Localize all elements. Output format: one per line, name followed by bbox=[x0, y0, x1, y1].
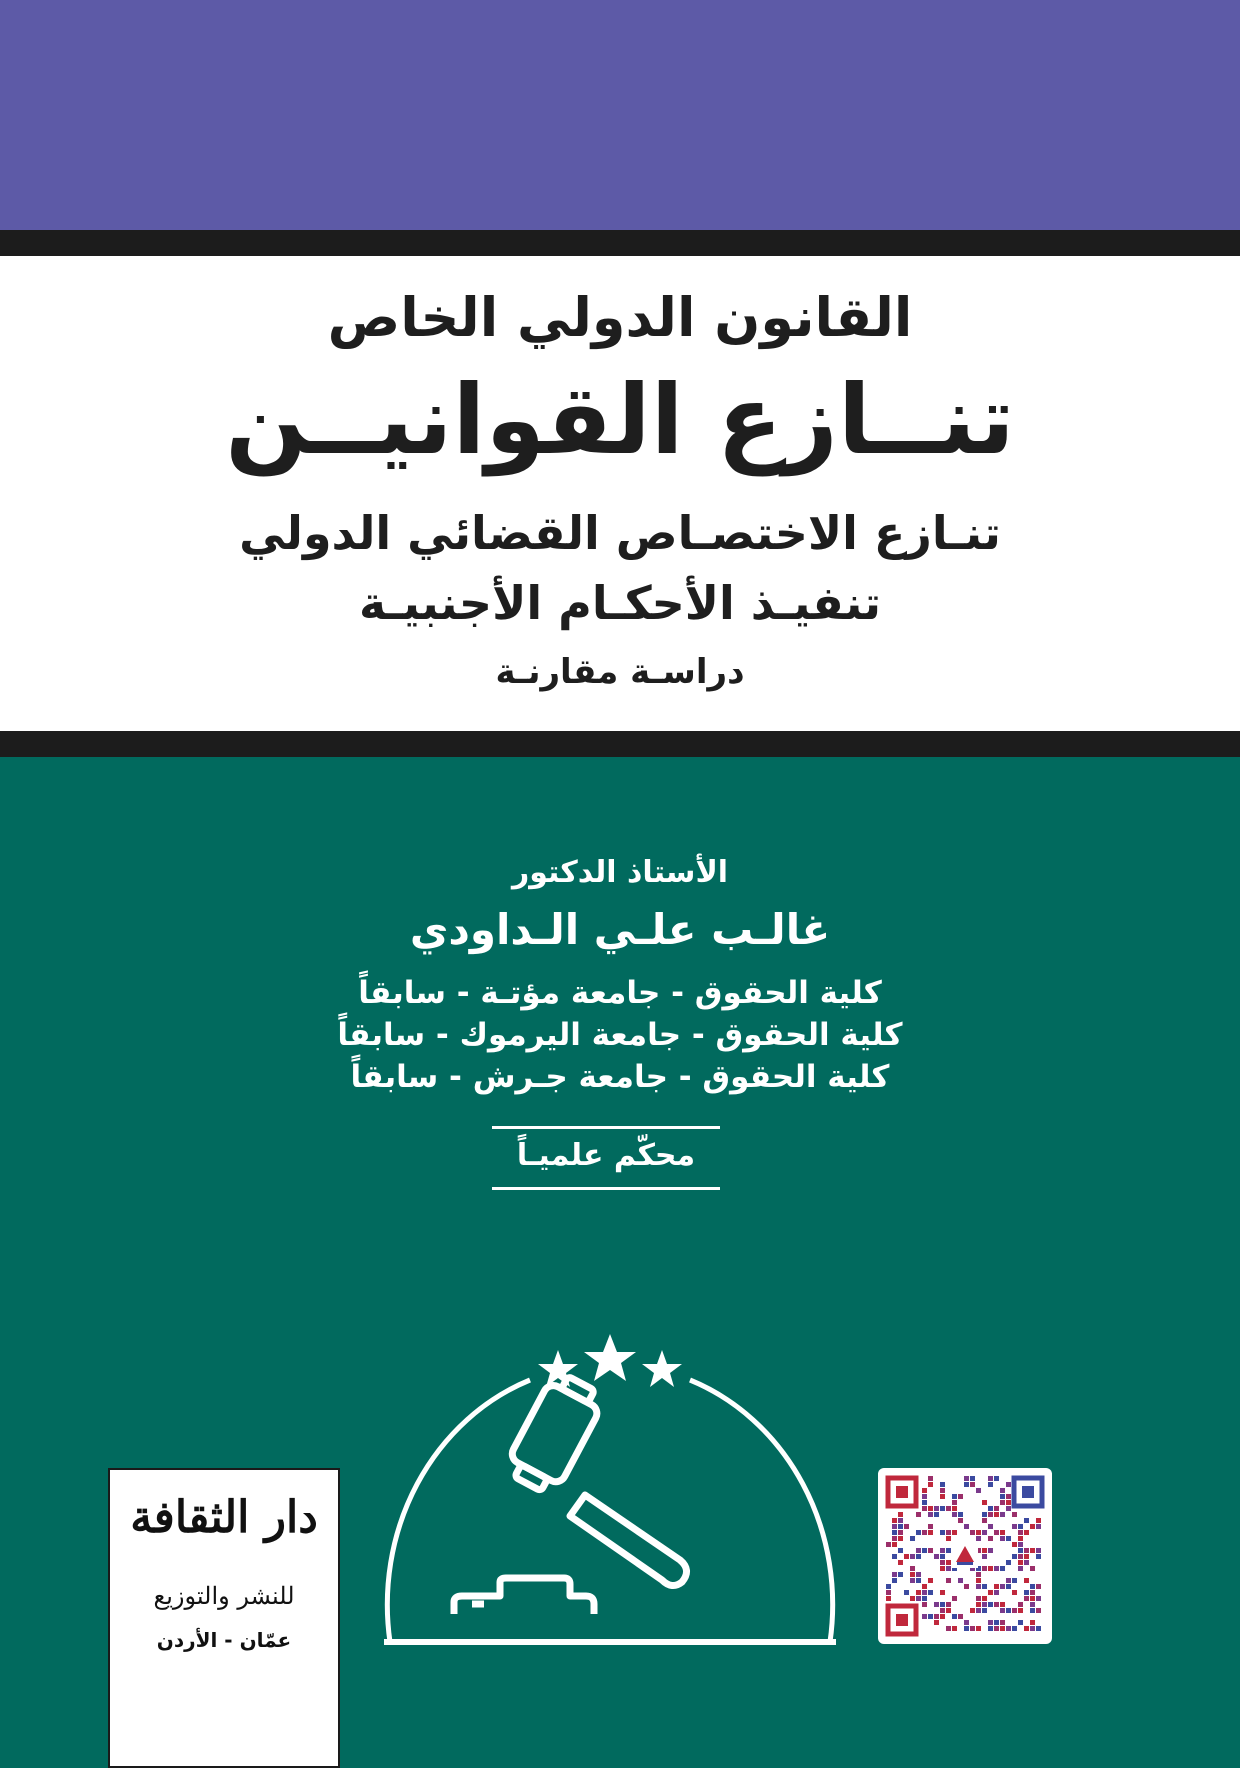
qr-cell bbox=[982, 1530, 987, 1535]
qr-cell bbox=[916, 1596, 921, 1601]
qr-cell bbox=[940, 1566, 945, 1571]
qr-cell bbox=[922, 1488, 927, 1493]
qr-finder-bottom-left bbox=[888, 1606, 916, 1634]
qr-cell bbox=[970, 1626, 975, 1631]
qr-cell bbox=[928, 1524, 933, 1529]
qr-cell bbox=[976, 1578, 981, 1583]
qr-cell bbox=[928, 1590, 933, 1595]
qr-cell bbox=[1030, 1566, 1035, 1571]
qr-cell bbox=[928, 1506, 933, 1511]
qr-cell bbox=[1000, 1626, 1005, 1631]
qr-cell bbox=[892, 1542, 897, 1547]
qr-cell bbox=[892, 1536, 897, 1541]
qr-cell bbox=[970, 1476, 975, 1481]
author-name: غالـب علـي الـداودي bbox=[409, 905, 831, 954]
affiliation-line: كلية الحقوق - جامعة مؤتـة - سابقاً bbox=[358, 975, 882, 1011]
qr-cell bbox=[1000, 1608, 1005, 1613]
qr-cell bbox=[952, 1530, 957, 1535]
qr-cell bbox=[1036, 1626, 1041, 1631]
qr-center-logo bbox=[952, 1542, 978, 1568]
peer-review-badge bbox=[492, 1126, 720, 1190]
qr-cell bbox=[940, 1554, 945, 1559]
qr-cell bbox=[940, 1590, 945, 1595]
peer-review-bottom-rule bbox=[492, 1187, 720, 1190]
qr-cell bbox=[994, 1620, 999, 1625]
qr-cell bbox=[1018, 1560, 1023, 1565]
qr-cell bbox=[1018, 1608, 1023, 1613]
qr-cell bbox=[964, 1476, 969, 1481]
qr-cell bbox=[922, 1614, 927, 1619]
qr-cell bbox=[910, 1536, 915, 1541]
qr-cell bbox=[934, 1512, 939, 1517]
qr-cell bbox=[988, 1626, 993, 1631]
qr-cell bbox=[1030, 1584, 1035, 1589]
qr-cell bbox=[1000, 1494, 1005, 1499]
top-divider bbox=[0, 230, 1240, 256]
qr-cell bbox=[1030, 1620, 1035, 1625]
qr-cell bbox=[994, 1530, 999, 1535]
qr-cell bbox=[928, 1482, 933, 1487]
qr-cell bbox=[922, 1548, 927, 1553]
qr-cell bbox=[1030, 1608, 1035, 1613]
qr-cell bbox=[1030, 1626, 1035, 1631]
qr-cell bbox=[970, 1608, 975, 1613]
qr-cell bbox=[910, 1554, 915, 1559]
qr-cell bbox=[1000, 1620, 1005, 1625]
qr-cell bbox=[946, 1566, 951, 1571]
qr-cell bbox=[940, 1608, 945, 1613]
qr-finder-top-right bbox=[1014, 1478, 1042, 1506]
publisher-subtitle: للنشر والتوزيع bbox=[153, 1582, 295, 1610]
qr-cell bbox=[1000, 1566, 1005, 1571]
qr-cell bbox=[994, 1626, 999, 1631]
subtitle-line-2: تنفيـذ الأحكـام الأجنبيـة bbox=[358, 576, 881, 630]
qr-cell bbox=[934, 1554, 939, 1559]
qr-cell bbox=[946, 1626, 951, 1631]
qr-cell bbox=[940, 1560, 945, 1565]
qr-cell bbox=[940, 1494, 945, 1499]
qr-cell bbox=[922, 1500, 927, 1505]
qr-cell bbox=[892, 1572, 897, 1577]
qr-cell bbox=[1030, 1596, 1035, 1601]
qr-cell bbox=[916, 1512, 921, 1517]
qr-cell bbox=[1018, 1536, 1023, 1541]
qr-cell bbox=[910, 1596, 915, 1601]
qr-cell bbox=[898, 1512, 903, 1517]
qr-cell bbox=[1036, 1608, 1041, 1613]
affiliation-line: كلية الحقوق - جامعة جـرش - سابقاً bbox=[350, 1059, 890, 1095]
qr-cell bbox=[952, 1500, 957, 1505]
qr-cell bbox=[1012, 1626, 1017, 1631]
qr-cell bbox=[988, 1602, 993, 1607]
qr-cell bbox=[940, 1548, 945, 1553]
qr-cell bbox=[934, 1602, 939, 1607]
qr-cell bbox=[988, 1536, 993, 1541]
qr-cell bbox=[1024, 1518, 1029, 1523]
qr-cell bbox=[952, 1506, 957, 1511]
qr-cell bbox=[1036, 1596, 1041, 1601]
qr-cell bbox=[892, 1530, 897, 1535]
qr-cell bbox=[922, 1602, 927, 1607]
qr-cell bbox=[1018, 1620, 1023, 1625]
qr-cell bbox=[940, 1530, 945, 1535]
qr-cell bbox=[1018, 1542, 1023, 1547]
qr-cell bbox=[1006, 1578, 1011, 1583]
qr-cell bbox=[994, 1506, 999, 1511]
publisher-logo bbox=[108, 1468, 340, 1768]
top-color-band bbox=[0, 0, 1240, 230]
qr-cell bbox=[958, 1494, 963, 1499]
qr-cell bbox=[1030, 1602, 1035, 1607]
qr-cell bbox=[970, 1530, 975, 1535]
qr-cell bbox=[964, 1626, 969, 1631]
qr-cell bbox=[922, 1584, 927, 1589]
qr-code-icon bbox=[878, 1468, 1052, 1644]
qr-cell bbox=[892, 1518, 897, 1523]
qr-cell bbox=[988, 1620, 993, 1625]
qr-cell bbox=[994, 1512, 999, 1517]
qr-cell bbox=[976, 1584, 981, 1589]
qr-cell bbox=[1036, 1524, 1041, 1529]
qr-cell bbox=[946, 1548, 951, 1553]
qr-cell bbox=[982, 1596, 987, 1601]
qr-cell bbox=[1000, 1602, 1005, 1607]
qr-cell bbox=[1018, 1524, 1023, 1529]
qr-cell bbox=[976, 1626, 981, 1631]
qr-cell bbox=[976, 1572, 981, 1577]
author-prefix: الأستاذ الدكتور bbox=[511, 855, 729, 890]
qr-cell bbox=[982, 1584, 987, 1589]
qr-cell bbox=[928, 1614, 933, 1619]
qr-cell bbox=[952, 1626, 957, 1631]
qr-cell bbox=[898, 1518, 903, 1523]
qr-cell bbox=[898, 1536, 903, 1541]
qr-cell bbox=[964, 1524, 969, 1529]
qr-cell bbox=[958, 1614, 963, 1619]
qr-cell bbox=[934, 1614, 939, 1619]
qr-cell bbox=[886, 1542, 891, 1547]
qr-cell bbox=[1024, 1530, 1029, 1535]
qr-cell bbox=[976, 1596, 981, 1601]
qr-cell bbox=[946, 1608, 951, 1613]
qr-cell bbox=[982, 1608, 987, 1613]
qr-cell bbox=[988, 1476, 993, 1481]
qr-cell bbox=[940, 1488, 945, 1493]
qr-cell bbox=[916, 1530, 921, 1535]
qr-cell bbox=[970, 1482, 975, 1487]
gavel-emblem bbox=[380, 1320, 840, 1650]
qr-cell bbox=[994, 1602, 999, 1607]
qr-cell bbox=[1012, 1512, 1017, 1517]
qr-cell bbox=[1036, 1548, 1041, 1553]
qr-cell bbox=[1030, 1590, 1035, 1595]
qr-cell bbox=[922, 1506, 927, 1511]
gavel-icon bbox=[454, 1370, 687, 1614]
qr-cell bbox=[898, 1572, 903, 1577]
star-icon bbox=[642, 1350, 682, 1387]
qr-cell bbox=[904, 1554, 909, 1559]
qr-cell bbox=[1006, 1494, 1011, 1499]
qr-cell bbox=[910, 1578, 915, 1583]
qr-cell bbox=[988, 1590, 993, 1595]
qr-cell bbox=[958, 1518, 963, 1523]
publisher-name: دار الثقافة bbox=[130, 1492, 318, 1543]
qr-cell bbox=[982, 1518, 987, 1523]
qr-finder-top-left bbox=[888, 1478, 916, 1506]
qr-cell bbox=[988, 1482, 993, 1487]
qr-cell bbox=[976, 1602, 981, 1607]
qr-cell bbox=[928, 1512, 933, 1517]
qr-cell bbox=[976, 1488, 981, 1493]
qr-cell bbox=[952, 1512, 957, 1517]
qr-cell bbox=[1006, 1626, 1011, 1631]
qr-cell bbox=[1006, 1536, 1011, 1541]
qr-cell bbox=[1012, 1542, 1017, 1547]
qr-cell bbox=[898, 1524, 903, 1529]
qr-cell bbox=[1030, 1548, 1035, 1553]
qr-cell bbox=[952, 1614, 957, 1619]
qr-cell bbox=[1018, 1554, 1023, 1559]
qr-cell bbox=[940, 1602, 945, 1607]
qr-cell bbox=[982, 1566, 987, 1571]
qr-cell bbox=[892, 1578, 897, 1583]
qr-cell bbox=[982, 1554, 987, 1559]
qr-cell bbox=[898, 1548, 903, 1553]
qr-cell bbox=[1024, 1590, 1029, 1595]
qr-cell bbox=[1000, 1488, 1005, 1493]
qr-cell bbox=[988, 1506, 993, 1511]
qr-cell bbox=[982, 1512, 987, 1517]
qr-cell bbox=[994, 1590, 999, 1595]
qr-cell bbox=[988, 1548, 993, 1553]
qr-cell bbox=[1000, 1530, 1005, 1535]
qr-cell bbox=[976, 1608, 981, 1613]
qr-cell bbox=[892, 1554, 897, 1559]
qr-cell bbox=[1018, 1530, 1023, 1535]
bottom-divider bbox=[0, 731, 1240, 757]
peer-review-label: محكّم علميـاً bbox=[516, 1138, 696, 1173]
qr-cell bbox=[1024, 1578, 1029, 1583]
main-title: تنــازع القوانيــن bbox=[225, 364, 1015, 476]
qr-cell bbox=[1006, 1500, 1011, 1505]
qr-cell bbox=[976, 1536, 981, 1541]
qr-cell bbox=[964, 1620, 969, 1625]
qr-cell bbox=[916, 1590, 921, 1595]
qr-cell bbox=[916, 1578, 921, 1583]
qr-cell bbox=[916, 1572, 921, 1577]
qr-cell bbox=[904, 1524, 909, 1529]
qr-cell bbox=[1024, 1560, 1029, 1565]
qr-cell bbox=[946, 1560, 951, 1565]
qr-cell bbox=[898, 1530, 903, 1535]
qr-cell bbox=[1012, 1590, 1017, 1595]
qr-cell bbox=[1006, 1560, 1011, 1565]
qr-cell bbox=[1000, 1536, 1005, 1541]
qr-cell bbox=[982, 1500, 987, 1505]
qr-cell bbox=[934, 1620, 939, 1625]
qr-cell bbox=[1024, 1596, 1029, 1601]
qr-cell bbox=[1006, 1608, 1011, 1613]
qr-cell bbox=[958, 1512, 963, 1517]
qr-cell bbox=[922, 1494, 927, 1499]
qr-cell bbox=[916, 1554, 921, 1559]
qr-cell bbox=[982, 1602, 987, 1607]
qr-cell bbox=[988, 1512, 993, 1517]
qr-cell bbox=[946, 1536, 951, 1541]
qr-cell bbox=[934, 1506, 939, 1511]
qr-cell bbox=[922, 1590, 927, 1595]
qr-cell bbox=[1036, 1584, 1041, 1589]
qr-cell bbox=[958, 1578, 963, 1583]
qr-cell bbox=[988, 1566, 993, 1571]
qr-cell bbox=[898, 1560, 903, 1565]
qr-cell bbox=[940, 1614, 945, 1619]
qr-cell bbox=[994, 1476, 999, 1481]
qr-cell bbox=[964, 1584, 969, 1589]
qr-cell bbox=[994, 1584, 999, 1589]
qr-cell bbox=[946, 1506, 951, 1511]
qr-cell bbox=[952, 1494, 957, 1499]
qr-cell bbox=[940, 1506, 945, 1511]
qr-cell bbox=[988, 1524, 993, 1529]
peer-review-top-rule bbox=[492, 1126, 720, 1129]
qr-cell bbox=[1012, 1578, 1017, 1583]
qr-cell bbox=[922, 1596, 927, 1601]
qr-cell bbox=[1006, 1482, 1011, 1487]
qr-cell bbox=[886, 1590, 891, 1595]
qr-cell bbox=[946, 1578, 951, 1583]
qr-cell bbox=[1018, 1548, 1023, 1553]
qr-cell bbox=[1012, 1554, 1017, 1559]
qr-cell bbox=[1000, 1584, 1005, 1589]
star-icon bbox=[584, 1334, 636, 1381]
publisher-city: عمّان - الأردن bbox=[156, 1628, 292, 1652]
qr-cell bbox=[1024, 1548, 1029, 1553]
qr-cell bbox=[1006, 1506, 1011, 1511]
qr-cell bbox=[916, 1548, 921, 1553]
qr-cell bbox=[994, 1566, 999, 1571]
qr-cell bbox=[1006, 1584, 1011, 1589]
qr-cell bbox=[886, 1596, 891, 1601]
qr-cell bbox=[976, 1530, 981, 1535]
qr-cell bbox=[928, 1476, 933, 1481]
qr-cell bbox=[940, 1482, 945, 1487]
affiliation-line: كلية الحقوق - جامعة اليرموك - سابقاً bbox=[337, 1017, 903, 1053]
qr-cell bbox=[1000, 1512, 1005, 1517]
qr-cell bbox=[886, 1584, 891, 1589]
qr-cell bbox=[910, 1572, 915, 1577]
qr-cell bbox=[1036, 1518, 1041, 1523]
qr-cell bbox=[1030, 1524, 1035, 1529]
series-title: القانون الدولي الخاص bbox=[327, 286, 913, 349]
qr-cell bbox=[1024, 1626, 1029, 1631]
qr-cell bbox=[928, 1548, 933, 1553]
qr-cell bbox=[892, 1524, 897, 1529]
qr-cell bbox=[982, 1548, 987, 1553]
qr-cell bbox=[922, 1530, 927, 1535]
qr-cell bbox=[928, 1530, 933, 1535]
subtitle-line-3: دراسـة مقارنـة bbox=[495, 652, 745, 692]
qr-cell bbox=[1018, 1602, 1023, 1607]
qr-cell bbox=[946, 1602, 951, 1607]
qr-cell bbox=[1024, 1554, 1029, 1559]
qr-cell bbox=[1012, 1524, 1017, 1529]
qr-cell bbox=[964, 1482, 969, 1487]
subtitle-line-1: تنـازع الاختصـاص القضائي الدولي bbox=[239, 506, 1001, 560]
qr-cell bbox=[1012, 1608, 1017, 1613]
qr-cell bbox=[1018, 1566, 1023, 1571]
qr-cell bbox=[1000, 1500, 1005, 1505]
qr-cell bbox=[904, 1590, 909, 1595]
qr-cell bbox=[1036, 1554, 1041, 1559]
qr-cell bbox=[910, 1566, 915, 1571]
qr-cell bbox=[946, 1530, 951, 1535]
qr-cell bbox=[928, 1578, 933, 1583]
qr-cell bbox=[952, 1596, 957, 1601]
